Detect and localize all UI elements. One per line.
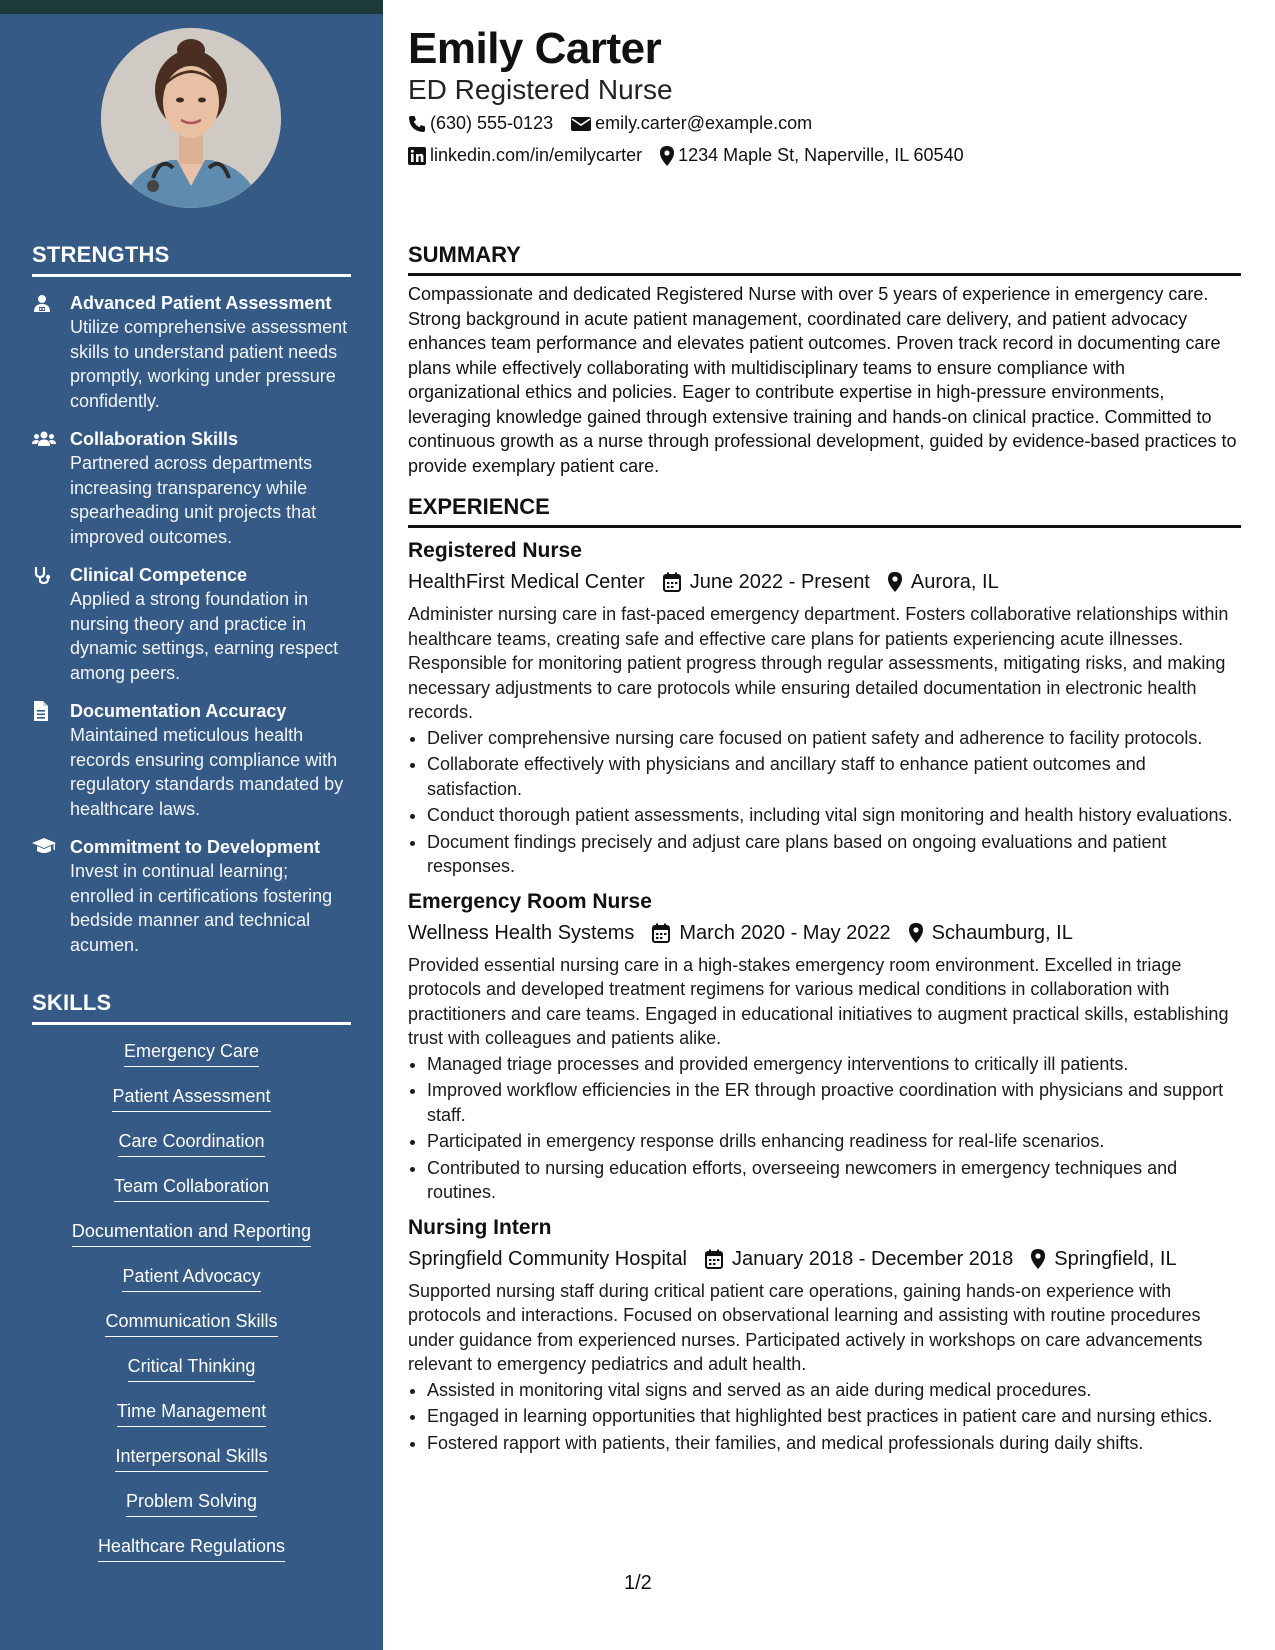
job-bullets bbox=[427, 1378, 1241, 1456]
summary-text: Compassionate and dedicated Registered Nurse with over 5 years of experience in emergency care. Strong background in acute patient management, coordinated care delivery, and patient advocacy enhances team performance and elevates patient outcomes. Proven track record in documenting care plans while effectively collaborating with multidisciplinary teams to ensure compliance with organizational ethics and policies. Eager to contribute expertise in high-pressure environments, leveraging knowledge gained through extensive training and hands-on clinical practice. Committed to continuous growth as a nurse through professional development, guided by evidence-based practices to provide exemplary patient care. bbox=[408, 284, 1237, 476]
skill-tag: Problem Solving bbox=[126, 1489, 257, 1517]
job-bullets bbox=[427, 1052, 1241, 1205]
phone-contact[interactable] bbox=[408, 113, 553, 134]
job-bullet: • Engaged in learning opportunities that highlighted best practices in patient care and nursing ethics. bbox=[427, 1404, 1241, 1429]
job-company: HealthFirst Medical Center bbox=[408, 571, 645, 593]
job-location-group bbox=[909, 918, 1073, 948]
job-bullet: • Conduct thorough patient assessments, including vital sign monitoring and health history evaluations. bbox=[427, 803, 1241, 828]
summary-section bbox=[408, 242, 1241, 478]
skill-item bbox=[32, 1354, 351, 1399]
map-pin-icon bbox=[909, 923, 923, 943]
job-title-headline: ED Registered Nurse bbox=[408, 74, 673, 105]
skill-item bbox=[32, 1309, 351, 1354]
skill-tag: Healthcare Regulations bbox=[98, 1534, 285, 1562]
job-location: Springfield, IL bbox=[1054, 1247, 1177, 1270]
job-meta bbox=[408, 567, 1241, 597]
job-location-group bbox=[888, 567, 999, 597]
job-location: Aurora, IL bbox=[910, 571, 999, 593]
job-dates: January 2018 - December 2018 bbox=[732, 1247, 1014, 1270]
sidebar-top-bar bbox=[0, 0, 383, 14]
calendar-icon bbox=[652, 923, 670, 943]
users-icon bbox=[32, 427, 70, 549]
skill-tag: Team Collaboration bbox=[114, 1174, 269, 1202]
job-company: Springfield Community Hospital bbox=[408, 1247, 688, 1270]
job-location: Schaumburg, IL bbox=[931, 921, 1073, 944]
skill-tag: Communication Skills bbox=[105, 1309, 277, 1337]
job-position: Nursing Intern bbox=[408, 1215, 552, 1239]
graduation-cap-icon bbox=[32, 835, 70, 957]
linkedin-icon bbox=[408, 147, 426, 165]
job-bullet: • Participated in emergency response drills enhancing readiness for real-life scenarios. bbox=[427, 1129, 1241, 1154]
strength-description: Maintained meticulous health records ensuring compliance with regulatory standards mandated by healthcare laws. bbox=[70, 725, 344, 819]
strength-description: Utilize comprehensive assessment skills to understand patient needs promptly, working under pressure confidently. bbox=[70, 317, 348, 411]
skills-list bbox=[32, 1039, 351, 1579]
job-meta bbox=[408, 918, 1241, 948]
contact-row-1 bbox=[408, 113, 830, 134]
page-number: 1/2 bbox=[624, 1572, 652, 1594]
job-bullet: • Managed triage processes and provided emergency interventions to critically ill patients. bbox=[427, 1052, 1241, 1077]
strength-item bbox=[32, 563, 351, 685]
address-contact bbox=[660, 145, 964, 166]
skill-item bbox=[32, 1084, 351, 1129]
job-bullet: • Collaborate effectively with physicians and ancillary staff to enhance patient outcomes and satisfaction. bbox=[427, 752, 1241, 801]
calendar-icon bbox=[663, 572, 681, 592]
skills-section bbox=[32, 990, 351, 1579]
map-pin-icon bbox=[660, 146, 674, 166]
job-bullet: • Fostered rapport with patients, their families, and medical professionals during daily shifts. bbox=[427, 1431, 1241, 1456]
linkedin-text: linkedin.com/in/emilycarter bbox=[430, 145, 643, 165]
job-company: Wellness Health Systems bbox=[408, 921, 635, 944]
candidate-name: Emily Carter bbox=[408, 24, 662, 73]
strength-title: Advanced Patient Assessment bbox=[70, 293, 332, 313]
job-entry bbox=[408, 887, 1241, 1205]
strength-description: Applied a strong foundation in nursing theory and practice in dynamic settings, earning respect among peers. bbox=[70, 589, 339, 683]
summary-heading: SUMMARY bbox=[408, 242, 1241, 276]
strength-title: Commitment to Development bbox=[70, 837, 321, 857]
calendar-icon bbox=[705, 1249, 723, 1269]
job-dates: March 2020 - May 2022 bbox=[679, 921, 891, 944]
job-meta bbox=[408, 1244, 1241, 1274]
map-pin-icon bbox=[888, 572, 902, 592]
strength-description: Invest in continual learning; enrolled in certifications fostering bedside manner and technical acumen. bbox=[70, 861, 333, 955]
sidebar bbox=[0, 0, 383, 1650]
job-entry bbox=[408, 536, 1241, 879]
skill-item bbox=[32, 1174, 351, 1219]
document-icon bbox=[32, 699, 70, 821]
envelope-icon bbox=[571, 116, 591, 132]
skill-tag: Emergency Care bbox=[124, 1039, 259, 1067]
job-position: Registered Nurse bbox=[408, 539, 582, 562]
strength-description: Partnered across departments increasing transparency while spearheading unit projects that improved outcomes. bbox=[70, 453, 317, 547]
strength-title: Clinical Competence bbox=[70, 565, 248, 585]
skill-tag: Interpersonal Skills bbox=[115, 1444, 267, 1472]
job-dates-group bbox=[705, 1244, 1013, 1274]
skill-tag: Care Coordination bbox=[118, 1129, 264, 1157]
strength-item bbox=[32, 427, 351, 549]
job-dates-group bbox=[652, 918, 890, 948]
job-description: Supported nursing staff during critical patient care operations, gaining hands-on experience with protocols and interactions. Focused on observational learning and assisting with routine procedures under guidance from experienced nurses. Participated actively in workshops on care advancements relevant to emergency pediatrics and adult health. bbox=[408, 1280, 1203, 1374]
skill-item bbox=[32, 1219, 351, 1264]
job-dates-group bbox=[663, 567, 870, 597]
job-bullets bbox=[427, 726, 1241, 879]
strength-title: Documentation Accuracy bbox=[70, 701, 287, 721]
experience-section bbox=[408, 494, 1241, 1457]
job-dates: June 2022 - Present bbox=[689, 571, 870, 593]
email-text: emily.carter@example.com bbox=[595, 113, 813, 133]
skill-item bbox=[32, 1444, 351, 1489]
user-doctor-icon bbox=[32, 291, 70, 413]
linkedin-contact[interactable] bbox=[408, 145, 642, 166]
skill-item bbox=[32, 1039, 351, 1084]
job-bullet: • Document findings precisely and adjust care plans based on ongoing evaluations and patient responses. bbox=[427, 830, 1241, 879]
profile-photo bbox=[101, 28, 281, 208]
skill-tag: Critical Thinking bbox=[128, 1354, 256, 1382]
job-bullet: • Contributed to nursing education efforts, overseeing newcomers in emergency techniques and routines. bbox=[427, 1156, 1241, 1205]
skills-heading: SKILLS bbox=[32, 990, 351, 1025]
job-bullet: • Assisted in monitoring vital signs and served as an aide during medical procedures. bbox=[427, 1378, 1241, 1403]
strength-item bbox=[32, 835, 351, 957]
skill-item bbox=[32, 1489, 351, 1534]
strength-item bbox=[32, 291, 351, 413]
phone-icon bbox=[408, 115, 426, 133]
job-bullet: • Deliver comprehensive nursing care focused on patient safety and adherence to facility protocols. bbox=[427, 726, 1241, 751]
strength-item bbox=[32, 699, 351, 821]
skill-item bbox=[32, 1534, 351, 1579]
job-description: Administer nursing care in fast-paced emergency department. Fosters collaborative relationships within healthcare teams, creating safe and effective care plans for patients experiencing acute illnesses. Responsible for monitoring patient progress through regular assessments, mitigating risks, and making necessary adjustments to care protocols while ensuring detailed documentation in electronic health records. bbox=[408, 604, 1229, 722]
skill-tag: Documentation and Reporting bbox=[72, 1219, 311, 1247]
skill-item bbox=[32, 1399, 351, 1444]
job-bullet: • Improved workflow efficiencies in the ER through proactive coordination with physicians and support staff. bbox=[427, 1078, 1241, 1127]
experience-heading: EXPERIENCE bbox=[408, 494, 1241, 528]
skill-item bbox=[32, 1264, 351, 1309]
job-entry bbox=[408, 1213, 1241, 1456]
strengths-heading: STRENGTHS bbox=[32, 242, 351, 277]
job-description: Provided essential nursing care in a high-stakes emergency room environment. Excelled in triage protocols and developed treatment regimens for various medical conditions in collaboration with practitioners and care teams. Engaged in educational initiatives to augment practical skills, establishing trust with colleagues and patients alike. bbox=[408, 954, 1229, 1048]
job-position: Emergency Room Nurse bbox=[408, 889, 652, 913]
skill-item bbox=[32, 1129, 351, 1174]
strengths-section bbox=[32, 242, 351, 957]
stethoscope-icon bbox=[32, 563, 70, 685]
profile-photo-illustration bbox=[101, 28, 281, 208]
job-location-group bbox=[1031, 1244, 1176, 1274]
strength-title: Collaboration Skills bbox=[70, 429, 239, 449]
map-pin-icon bbox=[1031, 1249, 1045, 1269]
skill-tag: Time Management bbox=[117, 1399, 266, 1427]
phone-text: (630) 555-0123 bbox=[430, 113, 554, 133]
skill-tag: Patient Advocacy bbox=[122, 1264, 260, 1292]
contact-row-2 bbox=[408, 145, 982, 166]
address-text: 1234 Maple St, Naperville, IL 60540 bbox=[678, 145, 964, 165]
email-contact[interactable] bbox=[571, 113, 812, 134]
skill-tag: Patient Assessment bbox=[112, 1084, 270, 1112]
